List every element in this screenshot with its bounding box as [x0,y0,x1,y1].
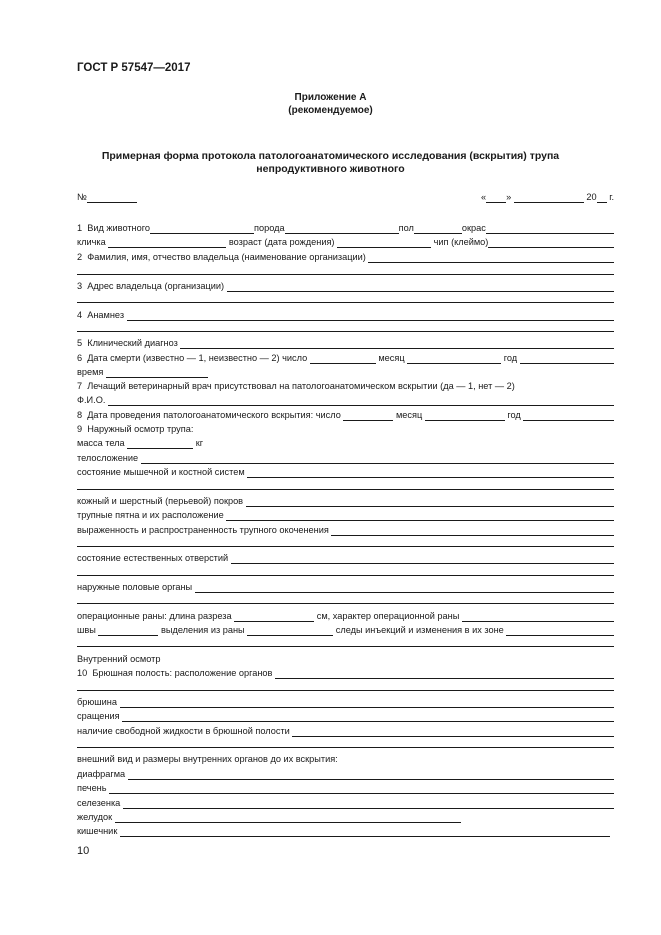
autopsy-day-field[interactable] [343,411,393,421]
age-label: возраст (дата рождения) [228,237,335,247]
anamnesis-field[interactable] [127,311,614,321]
death-year-label: год [503,353,518,363]
free-fluid-field[interactable] [292,727,614,737]
autopsy-year-field[interactable] [523,411,614,421]
form-line-19 [77,552,614,564]
abdominal-cavity-field[interactable] [275,669,614,679]
liver-label: печень [77,783,107,793]
rigor-mortis-field[interactable] [331,526,614,536]
sex-label: пол [398,223,414,233]
natural-openings-label: состояние естественных отверстий [77,553,229,563]
free-fluid-label: наличие свободной жидкости в брюшной полости [77,726,290,736]
injection-traces-label: следы инъекций и изменения в их зоне [335,625,504,635]
cadaveric-spots-label: трупные пятна и их расположение [77,510,224,520]
clinical-diagnosis-field[interactable] [180,339,614,349]
age-field[interactable] [337,238,431,248]
death-year-field[interactable] [520,354,614,364]
form-line-11 [77,409,614,421]
intestine-field[interactable] [120,827,610,837]
form-line-18 [77,524,614,536]
free-fluid-continuation-field[interactable] [77,747,614,748]
muscle-bone-label: состояние мышечной и костной систем [77,467,245,477]
wound-discharge-label: выделения из раны [160,625,245,635]
wound-character-field[interactable] [462,612,614,622]
number-field[interactable] [87,193,137,203]
standard-number: ГОСТ Р 57547—2017 [77,62,191,74]
death-time-field[interactable] [106,368,208,378]
genitals-field[interactable] [195,583,614,593]
form-line-12 [77,423,614,435]
page-number: 10 [77,845,90,857]
death-month-label: месяц [378,353,405,363]
form-line-5 [77,309,614,321]
vet-name-field[interactable] [108,396,614,406]
organs-appearance-heading: внешний вид и размеры внутренних органов до их вскрытия: [77,754,338,764]
form-line-15 [77,466,614,478]
autopsy-month-field[interactable] [425,411,505,421]
liver-field[interactable] [109,784,614,794]
attending-vet-label: 7 Лечащий ветеринарный врач присутствовал на патологоанатомическом вскрытии (да — 1, нет — 2) [77,381,515,391]
form-line-25 [77,696,614,708]
date-year-prefix: 20 [586,192,597,202]
body-mass-unit: кг [195,438,204,448]
owner-name-label: 2 Фамилия, имя, отчество владельца (наименование организации) [77,252,366,262]
vet-name-label: Ф.И.О. [77,395,106,405]
peritoneum-label: брюшина [77,697,117,707]
intestine-label: кишечник [77,826,118,836]
autopsy-month-label: месяц [395,410,423,420]
sex-field[interactable] [414,224,462,234]
death-time-label: время [77,367,104,377]
form-line-24 [77,667,614,679]
adhesions-label: сращения [77,711,120,721]
sutures-field[interactable] [98,626,158,636]
breed-field[interactable] [285,224,399,234]
anamnesis-label: 4 Анамнез [77,310,125,320]
form-line-26 [77,710,614,722]
natural-openings-continuation-field[interactable] [77,575,614,576]
body-mass-field[interactable] [127,439,193,449]
rigor-mortis-continuation-field[interactable] [77,546,614,547]
owner-name-continuation-field[interactable] [77,274,614,275]
natural-openings-field[interactable] [231,554,614,564]
form-line-2 [77,236,614,248]
chip-field[interactable] [488,238,614,248]
appendix-title: Приложение А [294,92,367,103]
breed-label: порода [254,223,285,233]
number-label: № [77,192,87,202]
form-line-4 [77,280,614,292]
stomach-field[interactable] [115,813,461,823]
form-line-6 [77,337,614,349]
rigor-mortis-label: выраженность и распространенность трупного окоченения [77,525,329,535]
clinical-diagnosis-label: 5 Клинический диагноз [77,338,178,348]
autopsy-year-label: год [507,410,521,420]
adhesions-field[interactable] [122,712,614,722]
skin-coat-label: кожный и шерстный (перьевой) покров [77,496,244,506]
form-line-9 [77,380,614,392]
form-line-30 [77,782,614,794]
form-line-10 [77,394,614,406]
skin-coat-field[interactable] [246,497,614,507]
genitals-label: наружные половые органы [77,582,193,592]
form-line-7 [77,352,614,364]
death-day-field[interactable] [310,354,376,364]
wound-discharge-field[interactable] [247,626,333,636]
autopsy-date-label: 8 Дата проведения патологоанатомического вскрытия: число [77,410,341,420]
owner-address-label: 3 Адрес владельца (организации) [77,281,225,291]
build-field[interactable] [141,454,614,464]
form-line-32 [77,811,461,823]
death-date-label: 6 Дата смерти (известно — 1, неизвестно — 2) число [77,353,308,363]
form-line-22 [77,624,614,636]
date-open-quote: « [481,192,487,202]
form-line-20 [77,581,614,593]
peritoneum-field[interactable] [120,698,614,708]
form-line-13 [77,437,614,449]
form-line-17 [77,509,614,521]
form-title-line1: Примерная форма протокола патологоанатомического исследования (вскрытия) трупа [101,150,560,162]
muscle-bone-field[interactable] [247,468,614,478]
owner-address-field[interactable] [227,282,614,292]
external-exam-heading: 9 Наружный осмотр трупа: [77,424,194,434]
animal-type-field[interactable] [150,224,254,234]
nickname-field[interactable] [108,238,226,248]
wound-character-label: см, характер операционной раны [316,611,460,621]
nickname-label: кличка [77,237,106,247]
form-line-31 [77,797,614,809]
form-line-27 [77,725,614,737]
stomach-label: желудок [77,812,113,822]
date-year-suffix: г. [609,192,614,202]
abdominal-cavity-label: 10 Брюшная полость: расположение органов [77,668,273,678]
genitals-continuation-field[interactable] [77,603,614,604]
date-day-field[interactable] [486,193,506,203]
chip-label: чип (клеймо) [433,237,489,247]
owner-address-continuation-field[interactable] [77,302,614,303]
date-month-field[interactable] [514,193,584,203]
diaphragm-field[interactable] [128,770,614,780]
form-line-33 [77,825,610,837]
color-field[interactable] [486,224,614,234]
protocol-number-date-row [77,191,614,203]
form-line-14 [77,452,614,464]
cadaveric-spots-field[interactable] [226,511,614,521]
injection-traces-field[interactable] [506,626,614,636]
appendix-subtitle: (рекомендуемое) [288,105,373,116]
spleen-field[interactable] [123,799,614,809]
injection-traces-continuation-field[interactable] [77,646,614,647]
form-line-29 [77,768,614,780]
spleen-label: селезенка [77,798,121,808]
owner-name-field[interactable] [368,253,614,263]
body-mass-label: масса тела [77,438,125,448]
form-line-23 [77,653,614,665]
diaphragm-label: диафрагма [77,769,126,779]
date-close-quote: » [506,192,512,202]
form-line-16 [77,495,614,507]
form-line-8 [77,366,614,378]
form-title-line2: непродуктивного животного [256,163,405,175]
death-month-field[interactable] [407,354,501,364]
form-line-28 [77,753,614,765]
muscle-bone-continuation-field[interactable] [77,489,614,490]
sutures-label: швы [77,625,96,635]
internal-exam-heading: Внутренний осмотр [77,654,161,664]
animal-type-label: 1 Вид животного [77,223,151,233]
color-label: окрас [461,223,486,233]
build-label: телосложение [77,453,139,463]
form-line-21 [77,610,614,622]
form-line-1 [77,222,614,234]
date-year-field[interactable] [597,193,607,203]
form-line-3 [77,251,614,263]
incision-length-field[interactable] [234,612,314,622]
anamnesis-continuation-field[interactable] [77,331,614,332]
incision-length-label: операционные раны: длина разреза [77,611,232,621]
abdominal-cavity-continuation-field[interactable] [77,690,614,691]
